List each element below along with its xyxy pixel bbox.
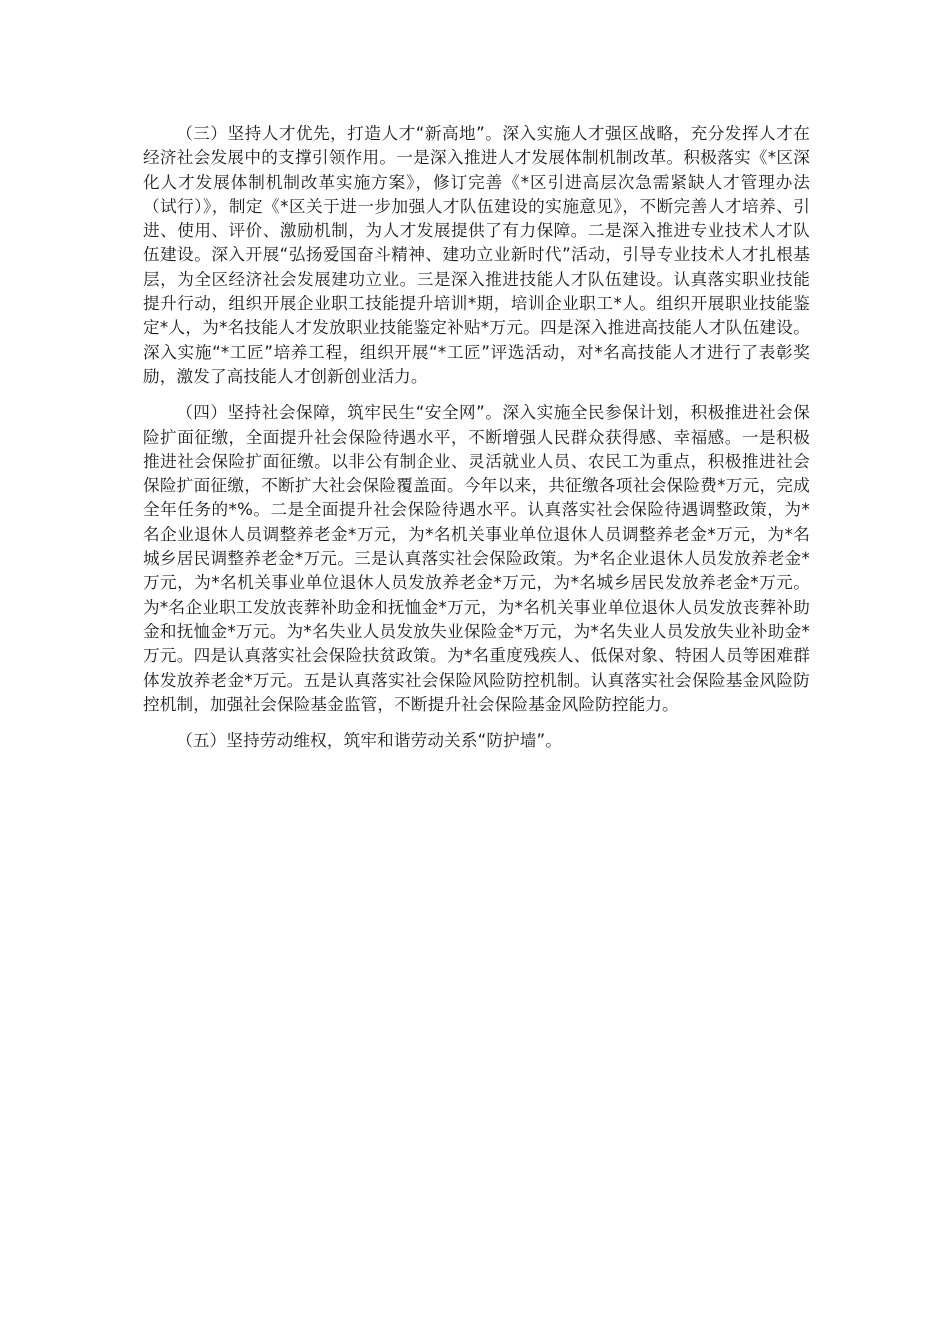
paragraph-labor-rights: （五）坚持劳动维权，筑牢和谐劳动关系“防护墙”。 <box>176 731 563 751</box>
paragraph-talent-priority: （三）坚持人才优先，打造人才“新高地”。深入实施人才强区战略，充分发挥人才在经济社会发展中的支撑引领作用。一是深入推进人才发展体制机制改革。积极落实《*区深化人才发展体制机制改革实施方案》，修订完善《*区引进高层次急需紧缺人才管理办法（试行）》，制定《*区关于进一步加强人才队伍建设的实施意见》，不断完善人才培养、引进、使用、评价、激励机制，为人才发展提供了有力保障。二是深入推进专业技术人才队伍建设。深入开展“弘扬爱国奋斗精神、建功立业新时代”活动，引导专业技术人才扎根基层，为全区经济社会发展建功立业。三是深入推进技能人才队伍建设。认真落实职业技能提升行动，组织开展企业职工技能提升培训*期，培训企业职工*人。组织开展职业技能鉴定*人，为*名技能人才发放职业技能鉴定补贴*万元。四是深入推进高技能人才队伍建设。深入实施“*工匠”培养工程，组织开展“*工匠”评选活动，对*名高技能人才进行了表彰奖励，激发了高技能人才创新创业活力。 <box>143 124 810 386</box>
paragraph-social-security: （四）坚持社会保障，筑牢民生“安全网”。深入实施全民参保计划，积极推进社会保险扩面征缴，全面提升社会保险待遇水平，不断增强人民群众获得感、幸福感。一是积极推进社会保险扩面征缴。以非公有制企业、灵活就业人员、农民工为重点，积极推进社会保险扩面征缴，不断扩大社会保险覆盖面。今年以来，共征缴各项社会保险费*万元，完成全年任务的*%。二是全面提升社会保险待遇水平。认真落实社会保险待遇调整政策，为*名企业退休人员调整养老金*万元，为*名机关事业单位退休人员调整养老金*万元，为*名城乡居民调整养老金*万元。三是认真落实社会保险政策。为*名企业退休人员发放养老金*万元，为*名机关事业单位退休人员发放养老金*万元，为*名城乡居民发放养老金*万元。为*名企业职工发放丧葬补助金和抚恤金*万元，为*名机关事业单位退休人员发放丧葬补助金和抚恤金*万元。为*名失业人员发放失业保险金*万元，为*名失业人员发放失业补助金*万元。四是认真落实社会保险扶贫政策。为*名重度残疾人、低保对象、特困人员等困难群体发放养老金*万元。五是认真落实社会保险风险防控机制。认真落实社会保险基金风险防控机制，加强社会保险基金监管，不断提升社会保险基金风险防控能力。 <box>143 403 810 714</box>
